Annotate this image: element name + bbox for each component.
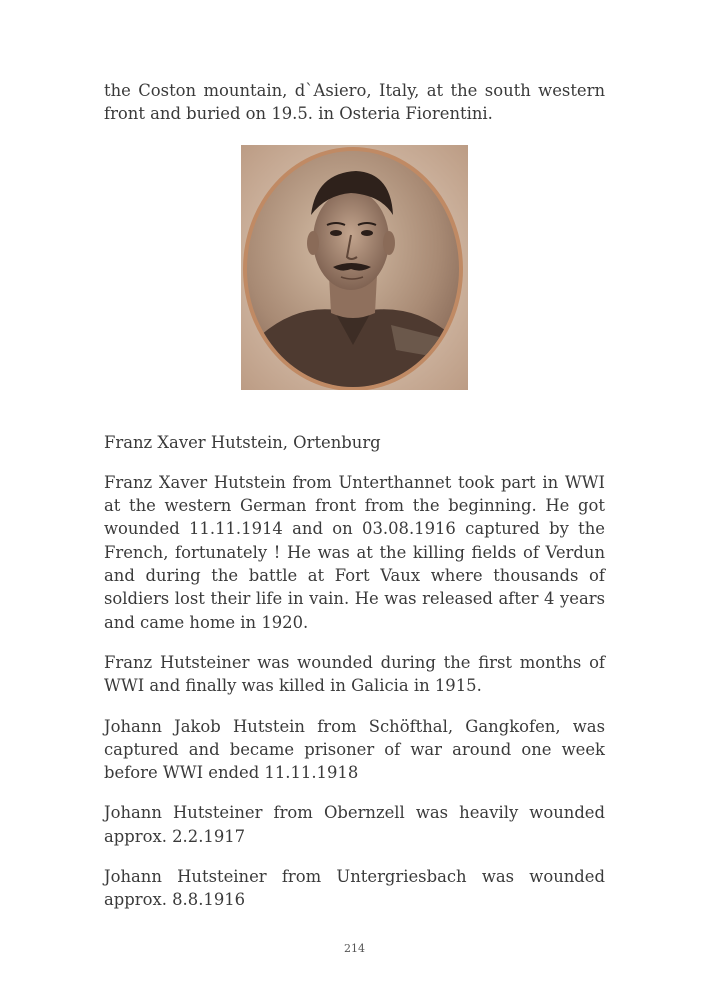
page-number: 214 bbox=[344, 942, 365, 955]
section-heading: Franz Xaver Hutstein, Ortenburg bbox=[104, 432, 381, 452]
paragraph-johann-untergriesbach: Johann Hutsteiner from Untergriesbach was wounded approx. 8.8.1916 bbox=[104, 867, 605, 910]
paragraph-johann-obernzell: Johann Hutsteiner from Obernzell was heavily wounded approx. 2.2.1917 bbox=[104, 803, 605, 846]
page-content bbox=[104, 79, 605, 912]
paragraph-franz-xaver: Franz Xaver Hutstein from Unterthannet took part in WWI at the western German front from the beginning. He got wounded 11.11.1914 and on 03.08.1916 captured by the French, fortunately ! He was at the killing fields of Verdun and during the battle at Fort Vaux where thousands of soldiers lost their life in vain. He was released after 4 years and came home in 1920. bbox=[104, 472, 605, 632]
intro-paragraph: the Coston mountain, d`Asiero, Italy, at the south western front and buried on 19.5. in Osteria Fiorentini. bbox=[104, 81, 605, 124]
paragraph-johann-jakob: Johann Jakob Hutstein from Schöfthal, Gangkofen, was captured and became prisoner of war around one week before WWI ended 11.11.1918 bbox=[104, 716, 605, 783]
paragraph-franz-hutsteiner: Franz Hutsteiner was wounded during the first months of WWI and finally was killed in Galicia in 1915. bbox=[104, 652, 605, 696]
portrait-photo bbox=[241, 145, 468, 390]
